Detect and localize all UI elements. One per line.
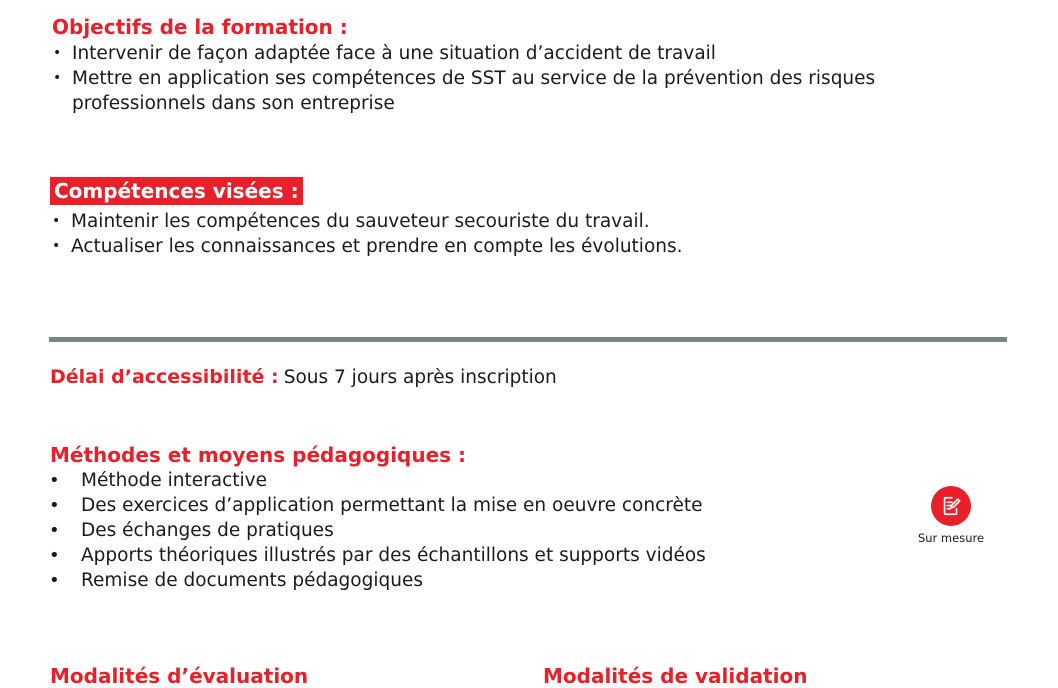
delai-accessibilite (50, 365, 557, 390)
methodes-heading: Méthodes et moyens pédagogiques : (50, 443, 467, 467)
objectifs-heading: Objectifs de la formation : (52, 15, 348, 39)
list-item: • Des exercices d’application permettant la mise en oeuvre concrète (49, 493, 706, 518)
badge-caption: Sur mesure (917, 531, 985, 545)
list-item: • Mettre en application ses compétences de SST au service de la prévention des risques professionnels dans son entreprise (50, 66, 930, 116)
validation-heading: Modalités de validation (543, 664, 808, 688)
methodes-list (49, 468, 706, 593)
list-item: • Actualiser les connaissances et prendre en compte les évolutions. (49, 234, 683, 259)
list-item: • Intervenir de façon adaptée face à une situation d’accident de travail (50, 41, 930, 66)
list-item: • Remise de documents pédagogiques (49, 568, 706, 593)
list-item: • Maintenir les compétences du sauveteur secouriste du travail. (49, 209, 683, 234)
list-item: • Apports théoriques illustrés par des échantillons et supports vidéos (49, 543, 706, 568)
delai-value: Sous 7 jours après inscription (283, 367, 557, 388)
delai-label: Délai d’accessibilité : (50, 366, 279, 388)
document-edit-icon (931, 486, 971, 526)
evaluation-heading: Modalités d’évaluation (50, 664, 309, 688)
sur-mesure-badge (910, 484, 992, 545)
objectifs-list (50, 41, 930, 116)
list-item: • Méthode interactive (49, 468, 706, 493)
competences-heading: Compétences visées : (50, 177, 303, 205)
section-divider (49, 337, 1007, 342)
competences-list (49, 209, 683, 259)
list-item: • Des échanges de pratiques (49, 518, 706, 543)
